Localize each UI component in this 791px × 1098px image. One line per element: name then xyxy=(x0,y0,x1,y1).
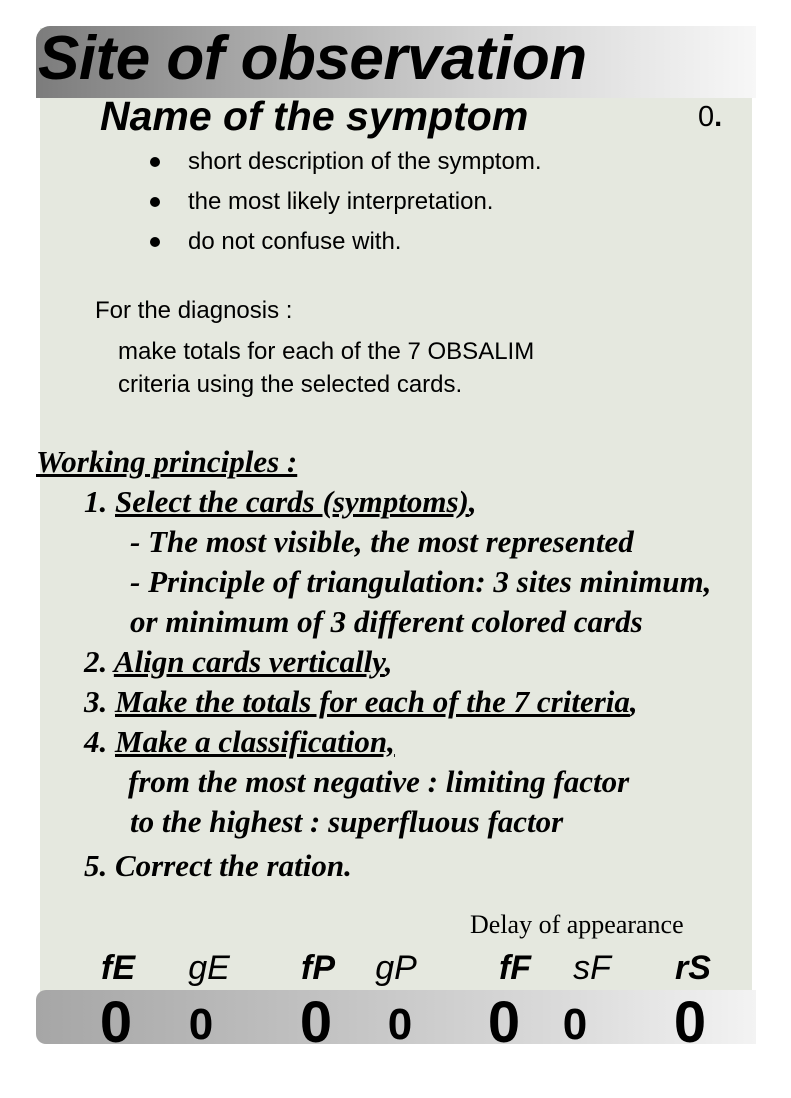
symptom-number-dot: . xyxy=(714,101,723,133)
step-4-title: Make a classification, xyxy=(115,724,395,759)
symptom-number-value: 0 xyxy=(698,101,715,133)
criterion-total-fP: 0 xyxy=(299,990,333,1055)
symptom-bullet-list xyxy=(148,146,541,266)
diagnosis-line-2: criteria using the selected cards. xyxy=(118,371,463,398)
principle-step-1 xyxy=(84,484,477,520)
step-1-sub-3: or minimum of 3 different colored cards xyxy=(130,604,643,639)
working-principles-heading: Working principles : xyxy=(36,444,298,479)
principle-step-4 xyxy=(84,724,395,760)
step-4-sub-1: from the most negative : limiting factor xyxy=(128,764,630,799)
criterion-label-rS: rS xyxy=(675,949,711,987)
diagnosis-line-1: make totals for each of the 7 OBSALIM xyxy=(118,338,535,365)
step-2-number: 2. xyxy=(84,644,114,679)
criterion-label-fP: fP xyxy=(301,949,335,987)
step-3-title: Make the totals for each of the 7 criteria xyxy=(115,684,630,719)
step-1-sub-2: - Principle of triangulation: 3 sites minimum, xyxy=(130,564,712,599)
criterion-label-gP: gP xyxy=(375,949,417,987)
criterion-total-fF: 0 xyxy=(487,990,521,1055)
step-1-sub-1: - The most visible, the most represented xyxy=(130,524,634,559)
step-1-title: Select the cards (symptoms) xyxy=(115,484,469,519)
step-4-number: 4. xyxy=(84,724,115,759)
delay-of-appearance-label: Delay of appearance xyxy=(470,910,684,939)
step-1-number: 1. xyxy=(84,484,115,519)
step-2-tail: , xyxy=(384,644,393,679)
symptom-number xyxy=(698,102,722,134)
bullet-interpretation: the most likely interpretation. xyxy=(148,186,541,226)
criterion-total-gP: 0 xyxy=(387,1000,413,1049)
site-title: Site of observation xyxy=(38,24,587,93)
criterion-total-fE: 0 xyxy=(99,990,133,1055)
criterion-label-gE: gE xyxy=(188,949,230,987)
step-2-title: Align cards vertically xyxy=(113,644,385,679)
criterion-total-rS: 0 xyxy=(673,990,707,1055)
criterion-total-sF: 0 xyxy=(562,1000,588,1049)
symptom-name: Name of the symptom xyxy=(100,93,529,139)
step-3-tail: , xyxy=(629,684,638,719)
principle-step-2 xyxy=(84,644,393,680)
criterion-label-sF: sF xyxy=(573,949,611,987)
bullet-description: short description of the symptom. xyxy=(148,146,541,186)
step-1-tail: , xyxy=(468,484,477,519)
bullet-do-not-confuse: do not confuse with. xyxy=(148,226,541,266)
diagnosis-text xyxy=(118,335,534,401)
step-4-sub-2: to the highest : superfluous factor xyxy=(130,804,564,839)
criterion-label-fF: fF xyxy=(498,949,532,987)
diagnosis-heading: For the diagnosis : xyxy=(95,297,293,324)
criterion-total-gE: 0 xyxy=(188,1000,214,1049)
principle-step-5: 5. Correct the ration. xyxy=(84,848,352,883)
criterion-label-fE: fE xyxy=(101,949,135,987)
principle-step-3 xyxy=(84,684,638,720)
step-3-number: 3. xyxy=(84,684,115,719)
